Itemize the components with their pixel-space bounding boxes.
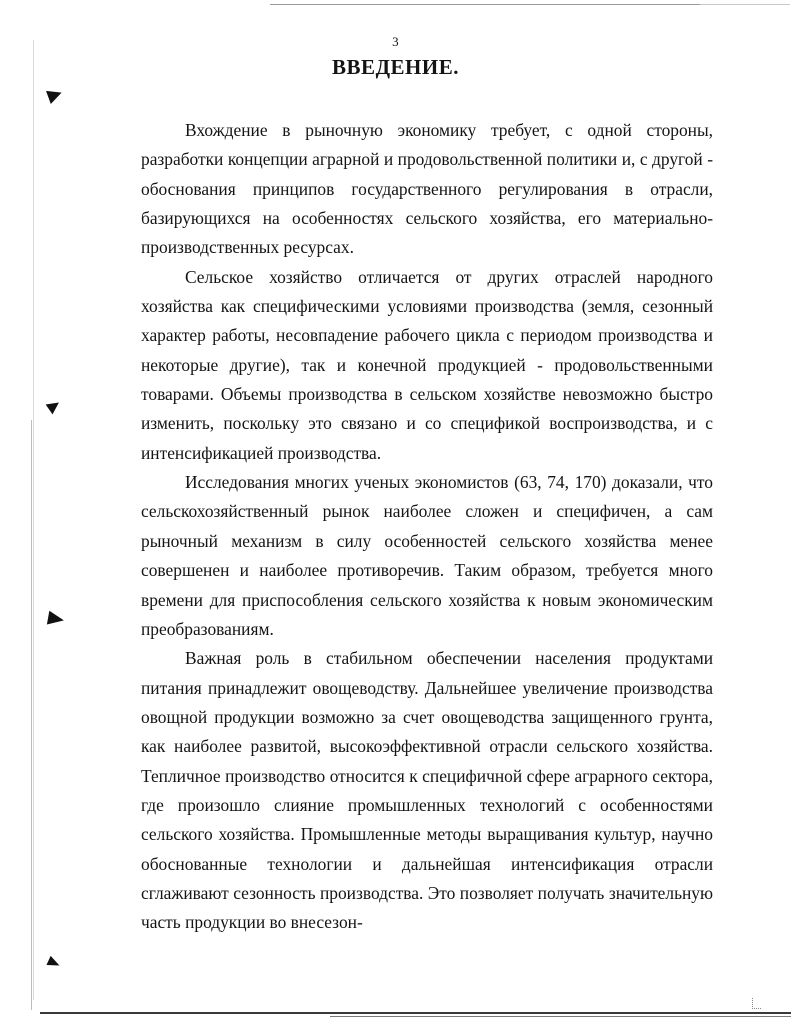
page-title: ВВЕДЕНИЕ. — [332, 55, 459, 79]
scan-edge-left — [33, 40, 34, 1000]
scan-edge-bottom-secondary — [330, 1016, 791, 1017]
scan-edge-left-secondary — [31, 420, 32, 1010]
scan-edge-top-secondary — [700, 4, 790, 5]
paragraph: Вхождение в рыночную экономику требует, с одной стороны, разработки концепции аграрной и продовольственной политики и, с другой - обоснования принципов государственного регулирования в отрасли, базирующихся на особенностях сельского хозяйства, его материально-производственных ресурсах. — [141, 120, 713, 258]
paragraph: Важная роль в стабильном обеспечении населения продуктами питания принадлежит овощеводству. Дальнейшее увеличение производства овощной продукции возможно за счет овощеводства защищенного грунта, как наиболее развитой, высокоэффективной отрасли сельского хозяйства. Тепличное производство относится к специфичной сфере аграрного сектора, где произошло слияние промышленных технологий с особенностями сельского хозяйства. Промышленные методы выращивания культур, научно обоснованные технологии и дальнейшая интенсификация отрасли сглаживают сезонность производства. Это позволяет получать значительную часть продукции во внесезон- — [141, 648, 713, 933]
binding-hole-mark-icon — [46, 956, 61, 970]
binding-hole-mark-icon — [47, 611, 65, 628]
paragraph: Сельское хозяйство отличается от других отраслей народного хозяйства как специфическими условиями производства (земля, сезонный характер работы, несовпадение рабочего цикла с периодом производства и некоторые другие), так и конечной продукцией - продовольственными товарами. Объемы производства в сельском хозяйстве невозможно быстро изменить, поскольку это связано и со спецификой воспроизводства, и с интенсификацией производства. — [141, 266, 713, 463]
scan-edge-top — [270, 4, 750, 5]
binding-hole-mark-icon — [46, 86, 64, 104]
paragraph: Исследования многих ученых экономистов (63, 74, 170) доказали, что сельскохозяйственный рынок наиболее сложен и специфичен, а сам рыночный механизм в силу особенностей сельского хозяйства менее совершенен и наиболее противоречив. Таким образом, требуется много времени для приспособления сельского хозяйства к новым экономическим преобразованиям. — [141, 472, 713, 639]
binding-hole-mark-icon — [46, 398, 63, 415]
body-text — [141, 116, 713, 938]
page-number: 3 — [392, 34, 399, 49]
scan-edge-bottom — [40, 1012, 791, 1014]
scan-corner-artifact — [752, 998, 761, 1009]
